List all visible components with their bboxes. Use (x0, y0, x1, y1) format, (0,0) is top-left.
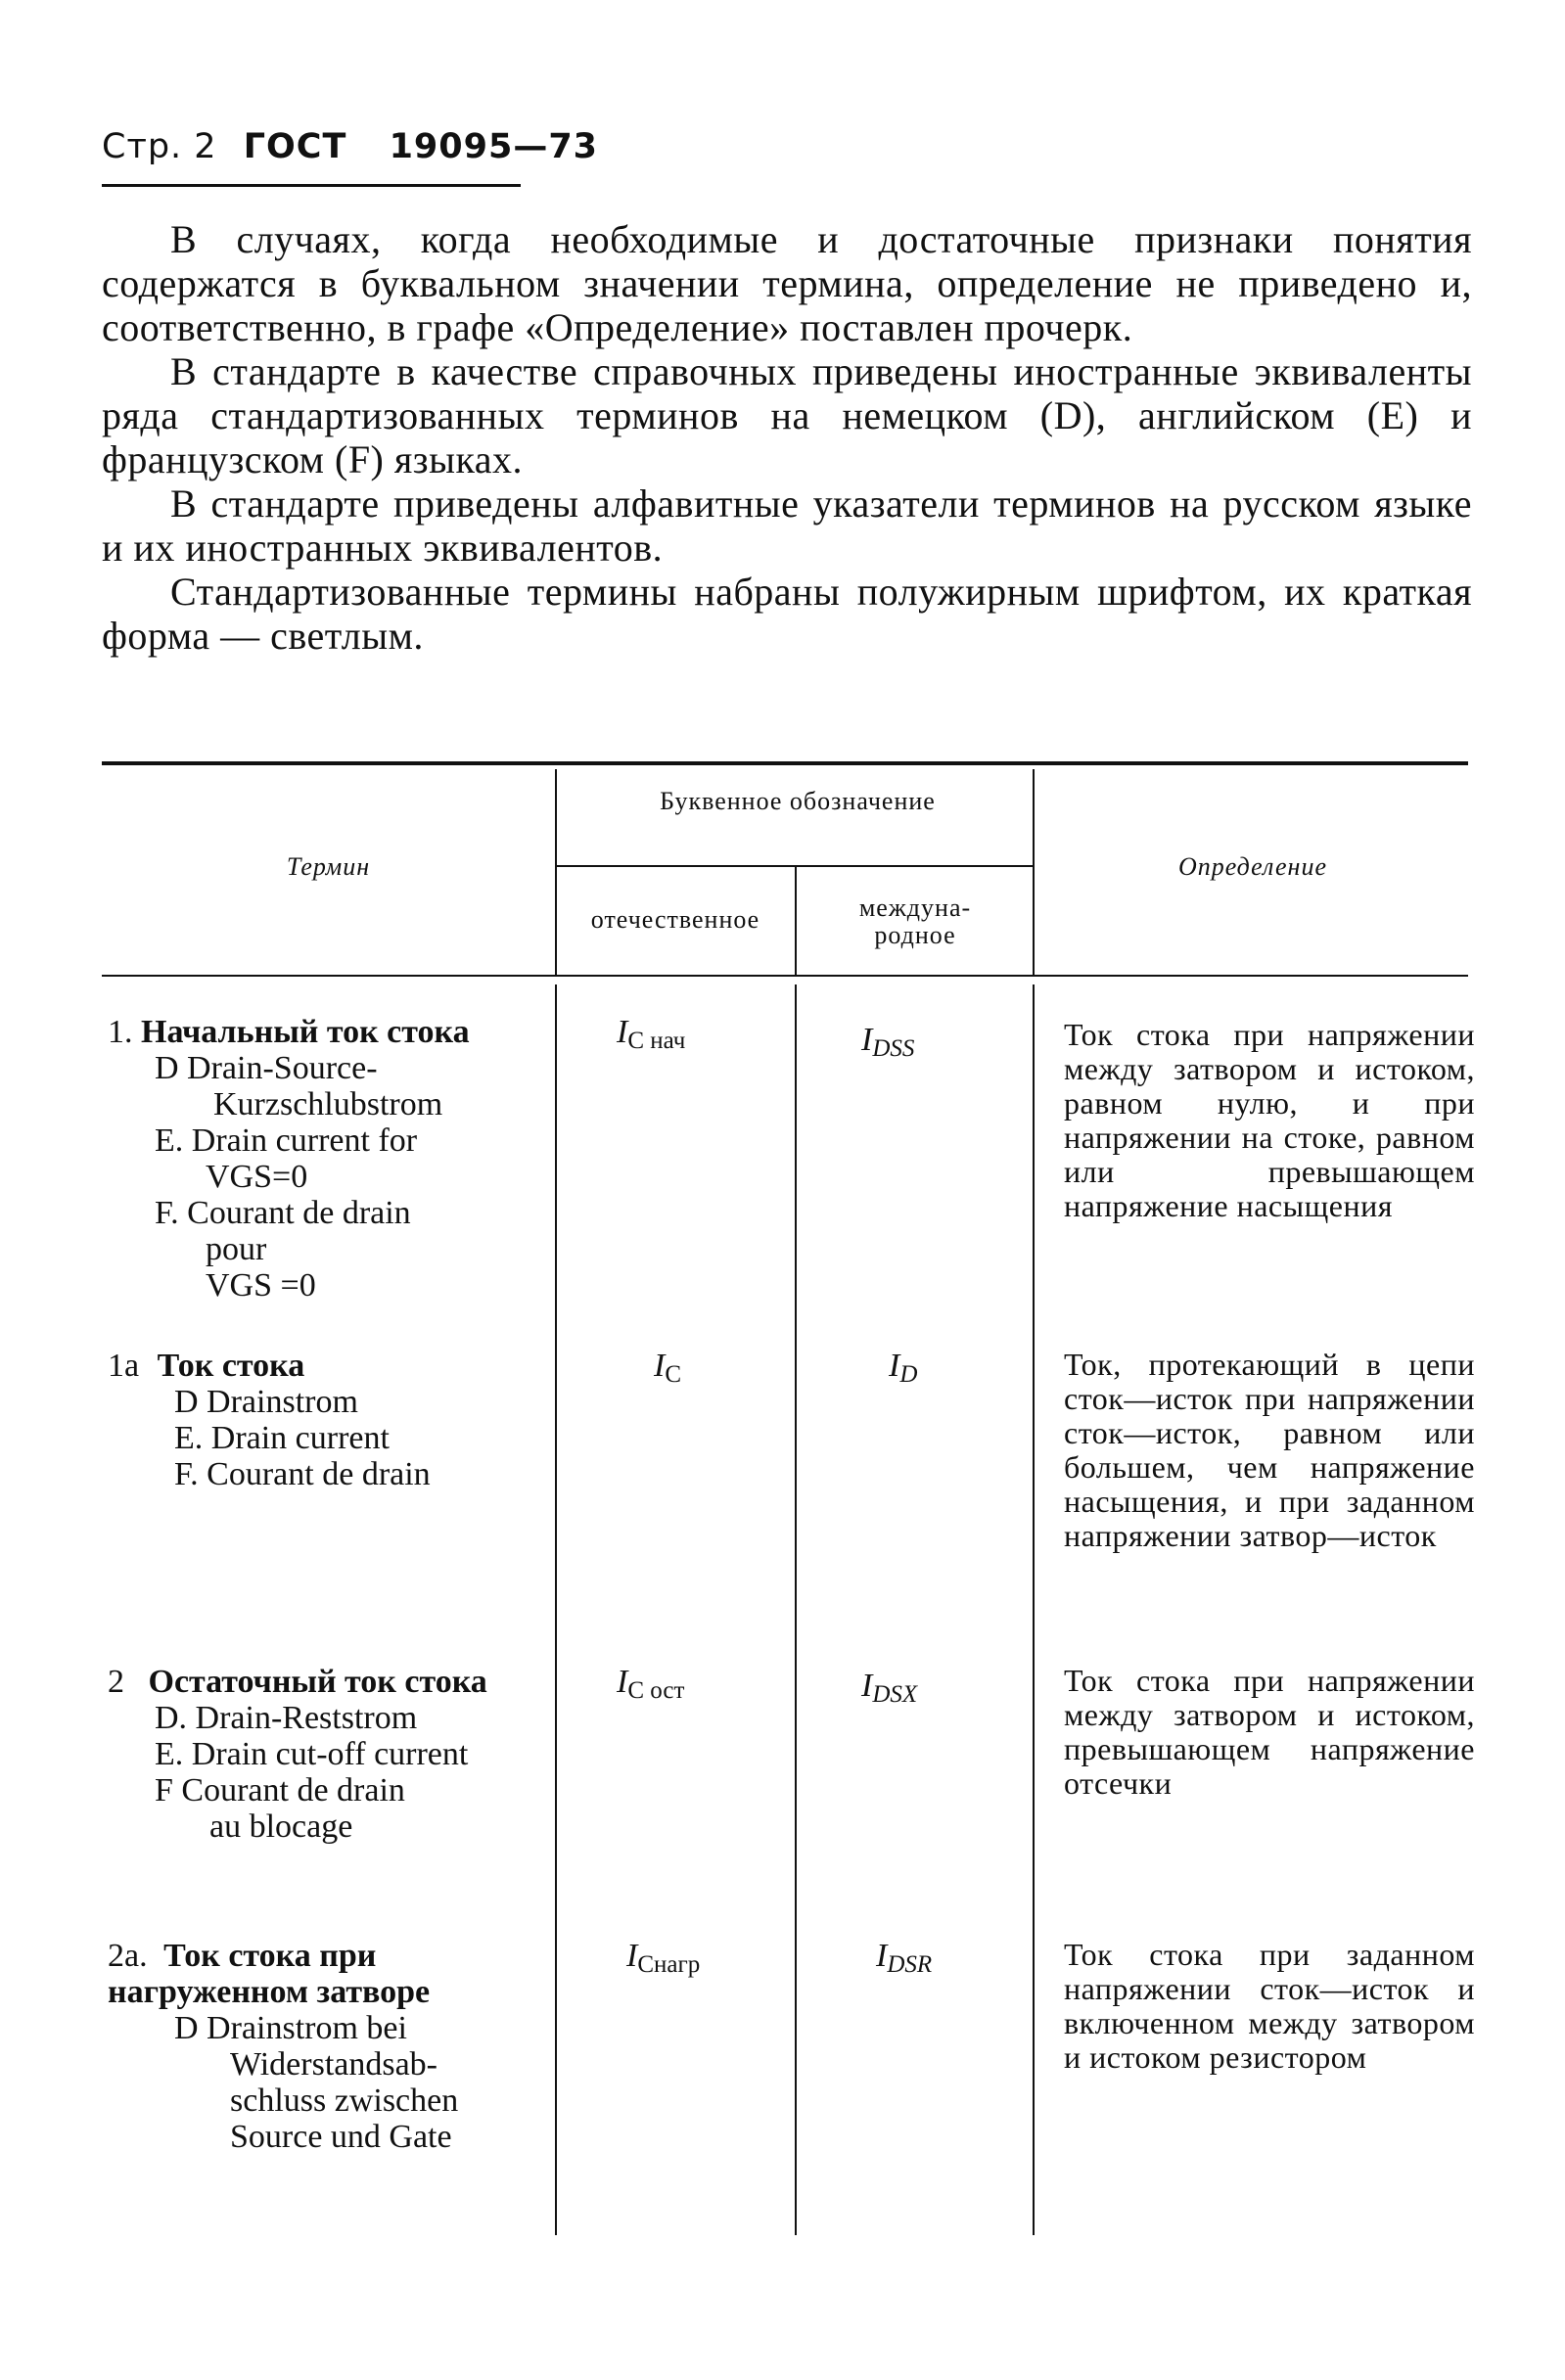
definition-cell: Ток стока при напряжении между затвором и истоком, превышающем напряжение отсечки (1064, 1663, 1475, 1801)
equivalent-de-cont: Source und Gate (230, 2119, 452, 2155)
equivalent-fr-cont: au blocage (209, 1808, 353, 1845)
page-header (102, 127, 598, 166)
international-symbol (889, 1348, 917, 1393)
domestic-symbol (617, 1664, 684, 1709)
definition-cell: Ток стока при заданном напряжении сток—исток и включенном между затвором и истоком резистором (1064, 1937, 1475, 2075)
equivalent-de-cont: Kurzschlubstrom (213, 1086, 443, 1122)
definition-cell: Ток, протекающий в цепи сток—исток при напряжении сток—исток, равном или большем, чем напряжение насыщения, и при заданном напряжении затвор—исток (1064, 1347, 1475, 1553)
symbol-main: I (654, 1348, 666, 1384)
term-cell (108, 1348, 538, 1492)
doc-number: 19095—73 (389, 127, 599, 166)
column-divider (1033, 984, 1035, 2235)
column-divider (795, 984, 797, 2235)
term-number: 2а. (108, 1938, 148, 1974)
intro-paragraph: В стандарте приведены алфавитные указатели терминов на русском языке и их иностранных эквивалентов. (102, 481, 1472, 570)
column-divider (795, 866, 797, 975)
international-symbol (861, 1668, 917, 1713)
international-symbol (861, 1022, 914, 1067)
symbol-main: I (889, 1348, 900, 1384)
header-domestic: отечественное (590, 905, 760, 934)
domestic-symbol (654, 1348, 681, 1393)
symbol-main: I (617, 1664, 628, 1700)
equivalent-de: D Drainstrom (174, 1384, 358, 1420)
symbol-subscript: С (665, 1361, 682, 1388)
symbol-subscript: D (899, 1361, 918, 1388)
symbol-subscript: DSX (872, 1681, 918, 1708)
header-rule (102, 184, 521, 187)
term-cell (108, 1664, 538, 1845)
term-cell (108, 1014, 538, 1304)
header-bottom-rule (102, 975, 1468, 977)
equivalent-de-cont: Widerstandsab- (230, 2046, 438, 2082)
term-title: Начальный ток стока (141, 1014, 470, 1050)
column-divider (555, 984, 557, 2235)
subheader-rule (556, 865, 1033, 867)
term-title: Остаточный ток стока (148, 1664, 487, 1700)
symbol-subscript: Снагр (637, 1951, 701, 1978)
intro-paragraph: Стандартизованные термины набраны полужирным шрифтом, их краткая форма — светлым. (102, 570, 1472, 658)
doc-label: ГОСТ (243, 127, 347, 166)
equivalent-en: E. Drain current for (155, 1122, 418, 1159)
equivalent-en-cont: VGS=0 (206, 1159, 308, 1195)
symbol-main: I (861, 1668, 873, 1704)
equivalent-en: E. Drain current (174, 1420, 390, 1456)
column-divider (555, 769, 557, 975)
header-definition: Определение (1178, 852, 1327, 881)
definition-cell: Ток стока при напряжении между затвором и истоком, равном нулю, и при напряжении на стоке, равном или превышающем напряжение насыщения (1064, 1017, 1475, 1223)
term-cell (108, 1938, 538, 2155)
header-international: междуна-родное (858, 893, 972, 949)
header-letter-designation: Буквенное обозначение (660, 787, 936, 815)
equivalent-de-cont: schluss zwischen (230, 2082, 459, 2119)
equivalent-de: D Drainstrom bei (174, 2010, 407, 2046)
equivalent-de: D Drain-Source- (155, 1050, 378, 1086)
symbol-subscript: DSS (872, 1035, 915, 1062)
symbol-subscript: С ост (627, 1677, 685, 1704)
equivalent-fr-cont: VGS =0 (206, 1267, 316, 1304)
equivalent-fr-cont: pour (206, 1231, 267, 1267)
term-title: Ток стока при нагруженном затворе (108, 1938, 431, 2010)
page-number: Стр. 2 (102, 127, 217, 166)
intro-text (102, 217, 1472, 658)
domestic-symbol (617, 1014, 685, 1059)
equivalent-fr: F Courant de drain (155, 1772, 405, 1808)
international-symbol (876, 1938, 932, 1983)
term-number: 1. (108, 1014, 133, 1050)
equivalent-en: E. Drain cut-off current (155, 1736, 469, 1772)
term-number: 2 (108, 1664, 124, 1700)
symbol-subscript: С нач (627, 1028, 686, 1054)
table-top-rule (102, 761, 1468, 765)
symbol-main: I (626, 1938, 638, 1974)
header-term: Термин (286, 852, 371, 881)
intro-paragraph: В случаях, когда необходимые и достаточные признаки понятия содержатся в буквальном значении термина, определение не приведено и, соответственно, в графе «Определение» поставлен прочерк. (102, 217, 1472, 349)
symbol-main: I (876, 1938, 888, 1974)
equivalent-fr: F. Courant de drain (174, 1456, 431, 1492)
term-title: Ток стока (157, 1348, 305, 1384)
symbol-subscript: DSR (887, 1951, 933, 1978)
term-number: 1а (108, 1348, 140, 1384)
symbol-main: I (861, 1022, 873, 1058)
domestic-symbol (626, 1938, 700, 1983)
equivalent-de: D. Drain-Reststrom (155, 1700, 418, 1736)
column-divider (1033, 769, 1035, 975)
equivalent-fr: F. Courant de drain (155, 1195, 411, 1231)
symbol-main: I (617, 1014, 628, 1050)
intro-paragraph: В стандарте в качестве справочных приведены иностранные эквиваленты ряда стандартизованных терминов на немецком (D), английском (E) и французском (F) языках. (102, 349, 1472, 481)
